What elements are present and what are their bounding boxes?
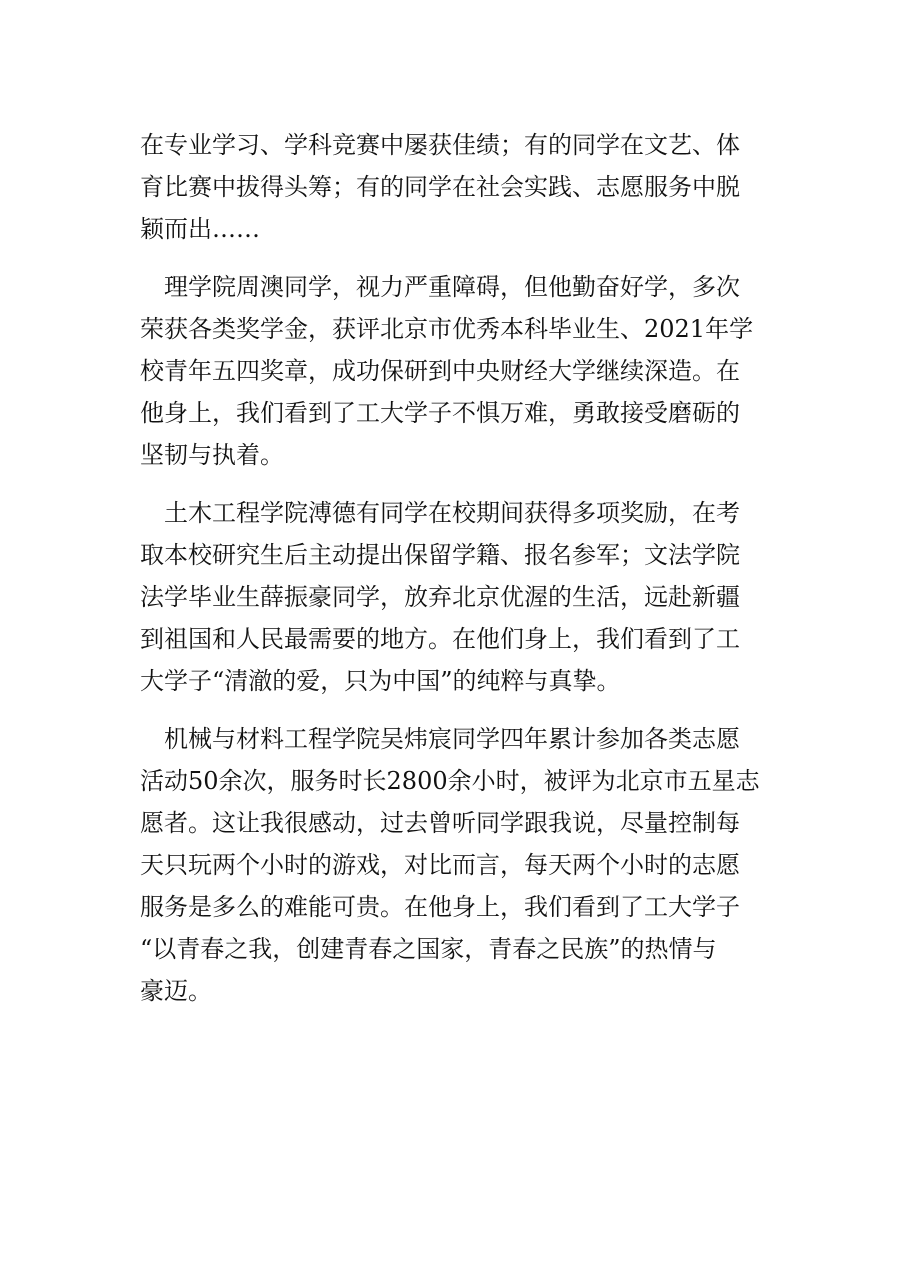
- text-line: 机械与材料工程学院吴炜宸同学四年累计参加各类志愿: [140, 725, 740, 753]
- text-line: 荣获各类奖学金，获评北京市优秀本科毕业生、2021年学: [140, 315, 754, 343]
- paragraph-wu-weichen: [140, 718, 780, 1012]
- text-line: 校青年五四奖章，成功保研到中央财经大学继续深造。在: [140, 357, 740, 385]
- text-line: 豪迈。: [140, 977, 212, 1005]
- paragraph-zhou-ao: [140, 266, 780, 476]
- text-line: 颖而出……: [140, 215, 260, 243]
- text-line: 坚韧与执着。: [140, 441, 284, 469]
- text-line: 理学院周澳同学，视力严重障碍，但他勤奋好学，多次: [140, 273, 740, 301]
- text-line: 愿者。这让我很感动，过去曾听同学跟我说，尽量控制每: [140, 809, 740, 837]
- paragraph-pu-deyou-xue-zhenhao: [140, 492, 780, 702]
- speech-text: [140, 124, 780, 1028]
- text-line: 法学毕业生薛振豪同学，放弃北京优渥的生活，远赴新疆: [140, 583, 740, 611]
- text-line: 育比赛中拔得头筹；有的同学在社会实践、志愿服务中脱: [140, 173, 740, 201]
- text-line: 活动50余次，服务时长2800余小时，被评为北京市五星志: [140, 767, 760, 795]
- text-line: 取本校研究生后主动提出保留学籍、报名参军；文法学院: [140, 541, 740, 569]
- paragraph-intro-achievements: [140, 124, 780, 250]
- text-line: 天只玩两个小时的游戏，对比而言，每天两个小时的志愿: [140, 851, 740, 879]
- text-line: “以青春之我，创建青春之国家，青春之民族”的热情与: [140, 935, 717, 963]
- text-line: 他身上，我们看到了工大学子不惧万难，勇敢接受磨砺的: [140, 399, 740, 427]
- text-line: 在专业学习、学科竞赛中屡获佳绩；有的同学在文艺、体: [140, 131, 740, 159]
- text-line: 到祖国和人民最需要的地方。在他们身上，我们看到了工: [140, 625, 740, 653]
- text-line: 大学子“清澈的爱，只为中国”的纯粹与真挚。: [140, 667, 621, 695]
- text-line: 服务是多么的难能可贵。在他身上，我们看到了工大学子: [140, 893, 740, 921]
- text-line: 土木工程学院溥德有同学在校期间获得多项奖励，在考: [140, 499, 740, 527]
